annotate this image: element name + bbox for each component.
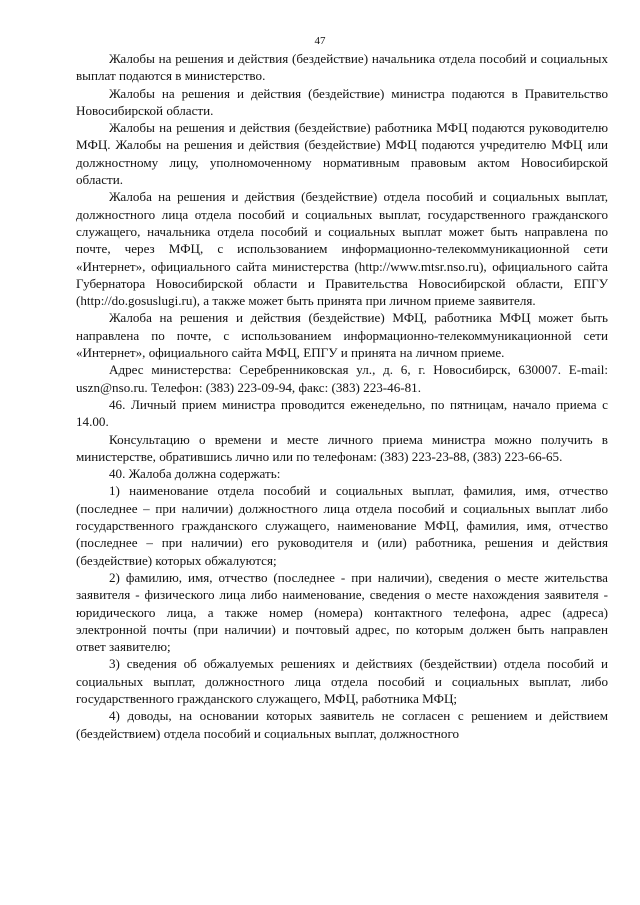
page-number: 47 — [314, 35, 326, 47]
paragraph: Консультацию о времени и месте личного приема министра можно получить в министерстве, обратившись лично или по телефонам: (383) 223-23-88, (383) 223-66-65. — [76, 431, 608, 464]
paragraph: Жалобы на решения и действия (бездействие) начальника отдела пособий и социальных выплат подаются в министерство. — [76, 51, 608, 84]
paragraph: Жалоба на решения и действия (бездействие) отдела пособий и социальных выплат, должностного лица отдела пособий и социальных выплат, государственного гражданского служащего, начальника отдела пособий и социальных выплат может быть направлена по почте, через МФЦ, с использованием информационно-телекоммуникационной сети «Интернет», официального сайта министерства (http://www.mtsr.nso.ru), официального сайта Губернатора Новосибирской области и Правительства Новосибирской области, ЕПГУ (http://do.gosuslugi.ru), а также может быть принята при личном приеме заявителя. — [76, 189, 608, 309]
paragraph: Адрес министерства: Серебренниковская ул., д. 6, г. Новосибирск, 630007. E-mail: uszn@nso.ru. Телефон: (383) 223-09-94, факс: (383) 223-46-81. — [76, 362, 608, 395]
list-item: 1) наименование отдела пособий и социальных выплат, фамилия, имя, отчество (последнее – при наличии) должностного лица отдела пособий и социальных выплат либо государственного гражданского служащего, наименование МФЦ, фамилия, имя, отчество (последнее – при наличии) его руководителя и (или) работника, решения и действия (бездействие) которых обжалуются; — [76, 483, 608, 568]
list-item: 2) фамилию, имя, отчество (последнее - при наличии), сведения о месте жительства заявителя - физического лица либо наименование, сведения о месте нахождения заявителя - юридического лица, а также номер (номера) контактного телефона, адрес (адреса) электронной почты (при наличии) и почтовый адрес, по которым должен быть направлен ответ заявителю; — [76, 569, 608, 655]
paragraph: Жалоба на решения и действия (бездействие) МФЦ, работника МФЦ может быть направлена по почте, с использованием информационно-телекоммуникационной сети «Интернет», официального сайта МФЦ, ЕПГУ и принята на личном приеме. — [76, 310, 608, 361]
paragraph: Жалобы на решения и действия (бездействие) министра подаются в Правительство Новосибирской области. — [76, 85, 608, 118]
document-body — [76, 50, 608, 742]
paragraph: 46. Личный прием министра проводится еженедельно, по пятницам, начало приема с 14.00. — [76, 396, 608, 430]
list-item: 3) сведения об обжалуемых решениях и действиях (бездействии) отдела пособий и социальных выплат, должностного лица отдела пособий и социальных выплат, либо государственного гражданского служащего, МФЦ, работника МФЦ; — [76, 656, 608, 706]
list-item: 4) доводы, на основании которых заявитель не согласен с решением и действием (бездействием) отдела пособий и социальных выплат, должностного — [76, 708, 608, 741]
paragraph: Жалобы на решения и действия (бездействие) работника МФЦ подаются руководителю МФЦ. Жалобы на решения и действия (бездействие) МФЦ подаются учредителю МФЦ или должностному лицу, уполномоченному нормативным правовым актом Новосибирской области. — [76, 120, 608, 188]
paragraph: 40. Жалоба должна содержать: — [109, 466, 281, 482]
